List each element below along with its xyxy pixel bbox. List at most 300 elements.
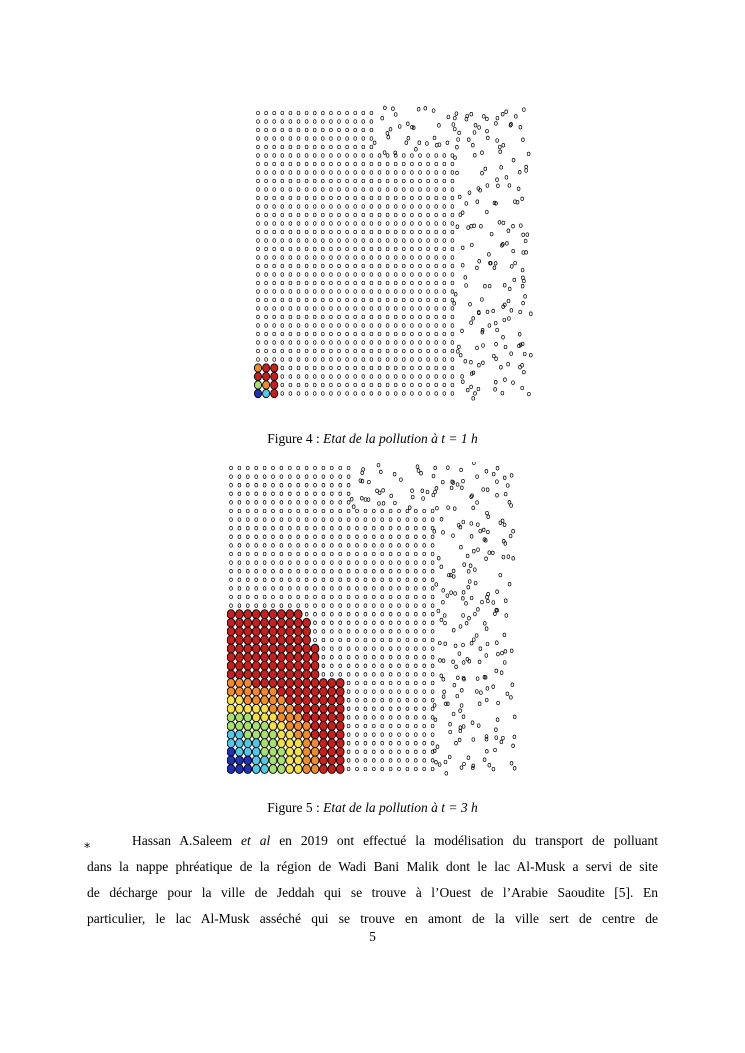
mesh-node bbox=[322, 578, 325, 582]
mesh-node bbox=[272, 544, 275, 548]
mesh-node bbox=[406, 526, 409, 530]
mesh-node bbox=[313, 349, 316, 353]
mesh-node bbox=[387, 135, 390, 139]
mesh-node bbox=[346, 256, 349, 260]
mesh-node bbox=[370, 298, 373, 302]
mesh-node bbox=[423, 604, 426, 608]
mesh-node bbox=[452, 628, 455, 632]
mesh-node bbox=[406, 647, 409, 651]
mesh-node bbox=[330, 366, 333, 370]
mesh-node bbox=[501, 651, 504, 655]
mesh-node bbox=[378, 162, 381, 166]
mesh-node bbox=[398, 595, 401, 599]
polluted-node-green bbox=[261, 722, 269, 731]
mesh-node bbox=[389, 552, 392, 556]
mesh-node bbox=[427, 179, 430, 183]
mesh-node bbox=[378, 239, 381, 243]
mesh-node bbox=[362, 205, 365, 209]
mesh-node bbox=[313, 188, 316, 192]
mesh-node bbox=[347, 518, 350, 522]
mesh-node bbox=[398, 587, 401, 591]
mesh-node bbox=[361, 471, 364, 475]
mesh-node bbox=[427, 332, 430, 336]
mesh-node bbox=[272, 475, 275, 479]
polluted-node-yellow bbox=[286, 747, 294, 756]
mesh-node bbox=[481, 298, 484, 302]
mesh-node bbox=[364, 664, 367, 668]
mesh-node bbox=[305, 341, 308, 345]
polluted-node-orange bbox=[311, 756, 319, 765]
mesh-node bbox=[484, 284, 487, 288]
mesh-node bbox=[330, 128, 333, 132]
mesh-node bbox=[414, 707, 417, 711]
mesh-node bbox=[305, 509, 308, 513]
mesh-node bbox=[427, 290, 430, 294]
mesh-node bbox=[398, 604, 401, 608]
mesh-node bbox=[372, 552, 375, 556]
mesh-node bbox=[431, 569, 434, 573]
mesh-node bbox=[476, 523, 479, 527]
mesh-node bbox=[378, 502, 381, 506]
mesh-node bbox=[356, 750, 359, 754]
mesh-node bbox=[297, 492, 300, 496]
mesh-node bbox=[443, 273, 446, 277]
mesh-node bbox=[255, 466, 258, 470]
mesh-node bbox=[443, 298, 446, 302]
mesh-node bbox=[394, 383, 397, 387]
mesh-node bbox=[443, 230, 446, 234]
polluted-node-red bbox=[252, 644, 260, 653]
mesh-node bbox=[362, 213, 365, 217]
mesh-node bbox=[321, 188, 324, 192]
mesh-node bbox=[510, 309, 513, 313]
mesh-node bbox=[350, 498, 353, 502]
mesh-node bbox=[386, 383, 389, 387]
mesh-node bbox=[460, 689, 463, 693]
mesh-node bbox=[476, 501, 479, 505]
mesh-node bbox=[411, 341, 414, 345]
mesh-node bbox=[398, 578, 401, 582]
polluted-node-orange bbox=[311, 747, 319, 756]
mesh-node bbox=[451, 341, 454, 345]
polluted-node-orange bbox=[311, 739, 319, 748]
mesh-node bbox=[280, 466, 283, 470]
mesh-node bbox=[297, 526, 300, 530]
mesh-node bbox=[389, 716, 392, 720]
mesh-node bbox=[386, 162, 389, 166]
polluted-node-blue bbox=[244, 756, 252, 765]
mesh-node bbox=[288, 518, 291, 522]
mesh-node bbox=[289, 213, 292, 217]
mesh-node bbox=[389, 595, 392, 599]
mesh-node bbox=[313, 358, 316, 362]
mesh-node bbox=[321, 154, 324, 158]
mesh-node bbox=[362, 375, 365, 379]
mesh-node bbox=[297, 475, 300, 479]
mesh-node bbox=[389, 604, 392, 608]
mesh-node bbox=[495, 669, 498, 673]
mesh-node bbox=[238, 595, 241, 599]
mesh-node bbox=[370, 392, 373, 396]
mesh-node bbox=[339, 569, 342, 573]
polluted-node-red bbox=[328, 739, 336, 748]
mesh-node bbox=[354, 341, 357, 345]
mesh-node bbox=[370, 145, 373, 149]
mesh-node bbox=[370, 154, 373, 158]
mesh-node bbox=[297, 535, 300, 539]
polluted-node-yellow bbox=[236, 704, 244, 713]
mesh-node bbox=[346, 137, 349, 141]
mesh-node bbox=[339, 630, 342, 634]
mesh-node bbox=[486, 687, 489, 691]
mesh-node bbox=[381, 612, 384, 616]
mesh-node bbox=[372, 526, 375, 530]
mesh-node bbox=[354, 154, 357, 158]
mesh-node bbox=[433, 136, 436, 140]
mesh-node bbox=[238, 492, 241, 496]
mesh-node bbox=[473, 224, 476, 228]
mesh-node bbox=[435, 143, 438, 147]
mesh-node bbox=[280, 475, 283, 479]
mesh-node bbox=[305, 205, 308, 209]
mesh-node bbox=[402, 324, 405, 328]
mesh-node bbox=[289, 154, 292, 158]
mesh-node bbox=[354, 128, 357, 132]
mesh-node bbox=[364, 759, 367, 763]
mesh-node bbox=[281, 154, 284, 158]
mesh-node bbox=[281, 120, 284, 124]
mesh-node bbox=[265, 137, 268, 141]
mesh-node bbox=[378, 358, 381, 362]
mesh-node bbox=[378, 171, 381, 175]
mesh-node bbox=[381, 518, 384, 522]
mesh-node bbox=[273, 145, 276, 149]
polluted-node-red bbox=[261, 636, 269, 645]
mesh-node bbox=[297, 188, 300, 192]
mesh-node bbox=[423, 638, 426, 642]
mesh-node bbox=[419, 273, 422, 277]
mesh-node bbox=[486, 642, 489, 646]
mesh-node bbox=[313, 281, 316, 285]
mesh-node bbox=[451, 349, 454, 353]
mesh-node bbox=[321, 222, 324, 226]
mesh-node bbox=[372, 750, 375, 754]
mesh-node bbox=[435, 298, 438, 302]
polluted-node-orange bbox=[236, 679, 244, 688]
polluted-node-green bbox=[227, 722, 235, 731]
mesh-node bbox=[394, 230, 397, 234]
mesh-node bbox=[386, 298, 389, 302]
polluted-node-red bbox=[320, 730, 328, 739]
mesh-node bbox=[435, 324, 438, 328]
mesh-node bbox=[449, 722, 452, 726]
polluted-node-red bbox=[328, 704, 336, 713]
mesh-node bbox=[305, 595, 308, 599]
mesh-node bbox=[354, 137, 357, 141]
mesh-node bbox=[372, 647, 375, 651]
mesh-node bbox=[346, 205, 349, 209]
mesh-node bbox=[427, 247, 430, 251]
mesh-node bbox=[510, 696, 513, 700]
mesh-node bbox=[482, 528, 485, 532]
mesh-node bbox=[432, 474, 435, 478]
mesh-node bbox=[354, 264, 357, 268]
mesh-node bbox=[398, 767, 401, 771]
mesh-node bbox=[297, 298, 300, 302]
paragraph-line-3: de décharge pour la ville de Jeddah qui se trouve à l’Ouest de l’Arabie Saoudite [5]. En bbox=[87, 885, 658, 900]
mesh-node bbox=[435, 583, 438, 587]
mesh-node bbox=[346, 392, 349, 396]
mesh-node bbox=[394, 113, 397, 117]
mesh-node bbox=[272, 483, 275, 487]
mesh-node bbox=[423, 724, 426, 728]
mesh-node bbox=[443, 358, 446, 362]
mesh-node bbox=[330, 561, 333, 565]
mesh-node bbox=[314, 638, 317, 642]
mesh-node bbox=[289, 298, 292, 302]
mesh-node bbox=[356, 630, 359, 634]
mesh-node bbox=[370, 213, 373, 217]
polluted-node-orange bbox=[227, 687, 235, 696]
mesh-node bbox=[450, 591, 453, 595]
mesh-node bbox=[507, 555, 510, 559]
mesh-node bbox=[389, 741, 392, 745]
mesh-node bbox=[364, 647, 367, 651]
mesh-node bbox=[330, 315, 333, 319]
mesh-node bbox=[468, 617, 471, 621]
mesh-node bbox=[313, 145, 316, 149]
mesh-node bbox=[423, 673, 426, 677]
mesh-node bbox=[427, 213, 430, 217]
mesh-node bbox=[423, 561, 426, 565]
mesh-node bbox=[460, 545, 463, 549]
mesh-node bbox=[297, 307, 300, 311]
mesh-node bbox=[427, 341, 430, 345]
mesh-node bbox=[411, 162, 414, 166]
mesh-node bbox=[321, 290, 324, 294]
mesh-node bbox=[435, 162, 438, 166]
figure-4-caption: Figure 4 : Etat de la pollution à t = 1 h bbox=[267, 431, 478, 446]
mesh-node bbox=[508, 317, 511, 321]
mesh-node bbox=[338, 196, 341, 200]
mesh-node bbox=[321, 128, 324, 132]
mesh-node bbox=[289, 239, 292, 243]
mesh-node bbox=[281, 256, 284, 260]
mesh-node bbox=[528, 392, 531, 396]
mesh-node bbox=[411, 239, 414, 243]
mesh-node bbox=[288, 535, 291, 539]
mesh-node bbox=[313, 171, 316, 175]
mesh-node bbox=[485, 750, 488, 754]
mesh-node bbox=[406, 698, 409, 702]
mesh-node bbox=[506, 484, 509, 488]
mesh-node bbox=[492, 767, 495, 771]
mesh-node bbox=[346, 128, 349, 132]
polluted-node-orange bbox=[269, 704, 277, 713]
mesh-node bbox=[330, 638, 333, 642]
mesh-node bbox=[372, 569, 375, 573]
mesh-node bbox=[330, 492, 333, 496]
mesh-node bbox=[423, 612, 426, 616]
mesh-node bbox=[435, 315, 438, 319]
mesh-node bbox=[443, 614, 446, 618]
polluted-node-red bbox=[236, 653, 244, 662]
mesh-node bbox=[378, 247, 381, 251]
polluted-node-red bbox=[320, 747, 328, 756]
mesh-node bbox=[230, 475, 233, 479]
mesh-node bbox=[305, 604, 308, 608]
mesh-node bbox=[435, 239, 438, 243]
polluted-node-red bbox=[269, 627, 277, 636]
mesh-node bbox=[378, 154, 381, 158]
mesh-node bbox=[456, 145, 459, 149]
polluted-node-orange bbox=[294, 713, 302, 722]
mesh-node bbox=[354, 145, 357, 149]
mesh-node bbox=[364, 621, 367, 625]
mesh-node bbox=[238, 569, 241, 573]
mesh-node bbox=[389, 518, 392, 522]
mesh-node bbox=[487, 599, 490, 603]
polluted-node-yellow bbox=[278, 739, 286, 748]
mesh-node bbox=[246, 526, 249, 530]
mesh-node bbox=[354, 256, 357, 260]
mesh-node bbox=[436, 506, 439, 510]
polluted-node-red bbox=[244, 618, 252, 627]
mesh-node bbox=[386, 349, 389, 353]
mesh-node bbox=[289, 341, 292, 345]
mesh-node bbox=[288, 595, 291, 599]
polluted-node-red bbox=[286, 644, 294, 653]
mesh-node bbox=[289, 196, 292, 200]
mesh-node bbox=[354, 239, 357, 243]
mesh-node bbox=[364, 509, 367, 513]
mesh-node bbox=[370, 375, 373, 379]
mesh-node bbox=[313, 137, 316, 141]
mesh-node bbox=[370, 273, 373, 277]
mesh-node bbox=[398, 698, 401, 702]
mesh-node bbox=[364, 552, 367, 556]
polluted-node-red bbox=[269, 661, 277, 670]
mesh-node bbox=[381, 655, 384, 659]
mesh-node bbox=[288, 501, 291, 505]
mesh-node bbox=[381, 621, 384, 625]
mesh-node bbox=[389, 690, 392, 694]
mesh-node bbox=[289, 349, 292, 353]
mesh-node bbox=[238, 535, 241, 539]
mesh-node bbox=[451, 366, 454, 370]
mesh-node bbox=[354, 392, 357, 396]
polluted-node-green bbox=[236, 713, 244, 722]
mesh-node bbox=[414, 552, 417, 556]
mesh-node bbox=[321, 111, 324, 115]
mesh-node bbox=[370, 239, 373, 243]
mesh-node bbox=[263, 518, 266, 522]
mesh-node bbox=[281, 222, 284, 226]
mesh-node bbox=[470, 385, 473, 389]
mesh-node bbox=[435, 392, 438, 396]
mesh-node bbox=[522, 251, 525, 255]
mesh-node bbox=[411, 273, 414, 277]
mesh-node bbox=[414, 518, 417, 522]
mesh-node bbox=[314, 509, 317, 513]
mesh-node bbox=[411, 307, 414, 311]
mesh-node bbox=[305, 518, 308, 522]
mesh-node bbox=[423, 741, 426, 745]
mesh-node bbox=[510, 265, 513, 269]
mesh-node bbox=[273, 349, 276, 353]
mesh-node bbox=[470, 522, 473, 526]
mesh-node bbox=[347, 578, 350, 582]
mesh-node bbox=[461, 329, 464, 333]
mesh-node bbox=[406, 535, 409, 539]
mesh-node bbox=[281, 324, 284, 328]
mesh-node bbox=[431, 733, 434, 737]
mesh-node bbox=[281, 111, 284, 115]
mesh-node bbox=[305, 349, 308, 353]
mesh-node bbox=[411, 188, 414, 192]
mesh-node bbox=[522, 233, 525, 237]
mesh-node bbox=[423, 544, 426, 548]
mesh-node bbox=[394, 315, 397, 319]
mesh-node bbox=[330, 518, 333, 522]
mesh-node bbox=[438, 143, 441, 147]
mesh-node bbox=[470, 535, 473, 539]
mesh-node bbox=[514, 115, 517, 119]
mesh-node bbox=[314, 552, 317, 556]
mesh-node bbox=[321, 383, 324, 387]
mesh-node bbox=[398, 724, 401, 728]
polluted-node-red bbox=[254, 372, 261, 380]
mesh-node bbox=[330, 664, 333, 668]
mesh-node bbox=[297, 595, 300, 599]
mesh-node bbox=[339, 544, 342, 548]
mesh-node bbox=[386, 205, 389, 209]
mesh-node bbox=[462, 591, 465, 595]
mesh-node bbox=[406, 509, 409, 513]
mesh-node bbox=[411, 349, 414, 353]
mesh-node bbox=[435, 290, 438, 294]
mesh-node bbox=[406, 733, 409, 737]
mesh-node bbox=[273, 307, 276, 311]
mesh-node bbox=[378, 290, 381, 294]
polluted-node-red bbox=[269, 653, 277, 662]
mesh-node bbox=[443, 375, 446, 379]
mesh-node bbox=[525, 251, 528, 255]
polluted-node-red bbox=[263, 364, 270, 372]
mesh-node bbox=[503, 476, 506, 480]
mesh-node bbox=[305, 526, 308, 530]
mesh-node bbox=[389, 698, 392, 702]
polluted-node-red bbox=[278, 687, 286, 696]
mesh-node bbox=[411, 264, 414, 268]
mesh-node bbox=[297, 281, 300, 285]
mesh-node bbox=[362, 179, 365, 183]
mesh-node bbox=[305, 392, 308, 396]
mesh-node bbox=[386, 324, 389, 328]
mesh-node bbox=[370, 171, 373, 175]
mesh-node bbox=[305, 501, 308, 505]
mesh-node bbox=[510, 762, 513, 766]
mesh-node bbox=[378, 213, 381, 217]
mesh-node bbox=[289, 290, 292, 294]
mesh-node bbox=[356, 741, 359, 745]
mesh-node bbox=[394, 349, 397, 353]
mesh-node bbox=[257, 222, 260, 226]
mesh-node bbox=[419, 179, 422, 183]
mesh-node bbox=[263, 552, 266, 556]
polluted-node-orange bbox=[286, 722, 294, 731]
mesh-node bbox=[462, 643, 465, 647]
